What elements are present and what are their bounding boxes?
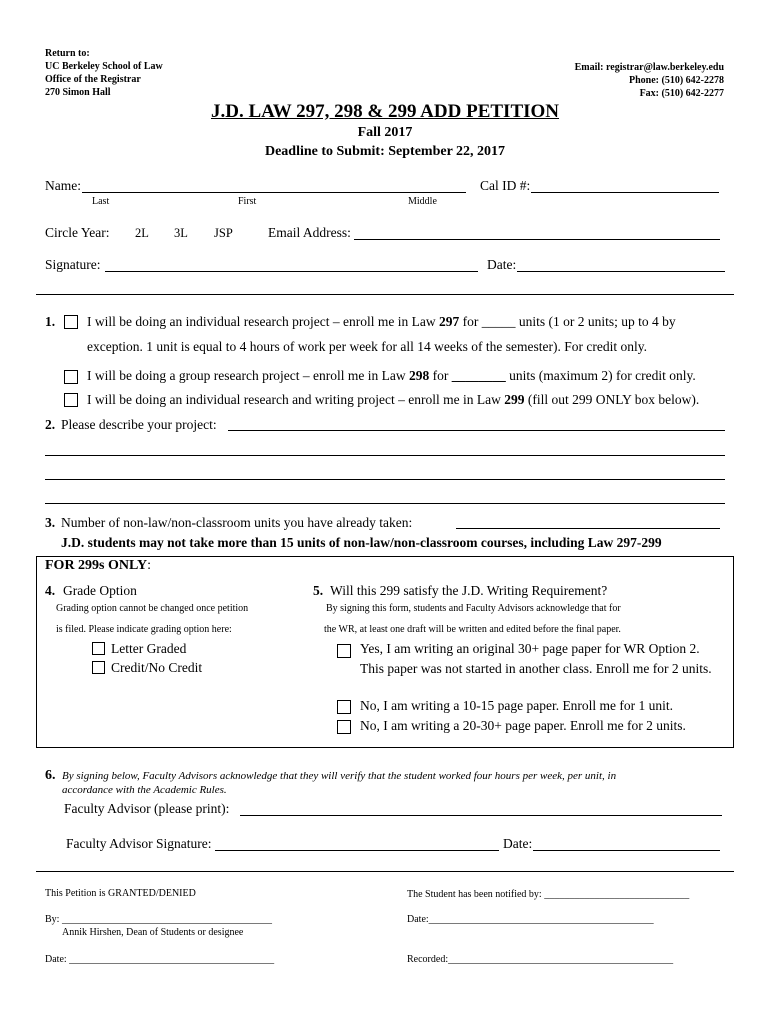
writing-req-title: Will this 299 satisfy the J.D. Writing Requirement? [330, 583, 608, 598]
contact-phone: Phone: (510) 642-2278 [629, 75, 724, 86]
contact-fax: Fax: (510) 642-2277 [639, 88, 724, 99]
signature-date-label: Date: [487, 257, 517, 272]
name-first-label: First [238, 196, 257, 207]
signature-date-field[interactable] [517, 271, 725, 272]
law297-checkbox[interactable] [64, 315, 78, 329]
law298-units-blank[interactable]: ________ [451, 368, 506, 383]
law298-text-b: for [429, 368, 452, 383]
wr-yes-label: Yes, I am writing an original 30+ page paper for WR Option 2. [360, 641, 700, 656]
law299-text-b: (fill out 299 ONLY box below). [524, 392, 700, 407]
law299-option-text [87, 392, 699, 408]
advisor-ack-text: By signing below, Faculty Advisors acknowledge that they will verify that the student worked four hours per week, per unit, in [62, 770, 617, 782]
advisor-ack-text-cont: accordance with the Academic Rules. [62, 784, 227, 796]
writing-req-desc: By signing this form, students and Faculty Advisors acknowledge that for [326, 603, 621, 614]
wr-no-20-30-checkbox[interactable] [337, 720, 351, 734]
law298-number: 298 [409, 368, 430, 383]
calid-field[interactable] [531, 192, 719, 193]
dean-by: By: __________________________________________ [45, 914, 272, 925]
signature-field[interactable] [105, 271, 478, 272]
law298-option-text [87, 368, 696, 384]
section1-number: 1. [45, 314, 56, 329]
recorded: Recorded:_____________________________________________ [407, 954, 674, 965]
law297-number: 297 [439, 314, 460, 329]
project-description-line[interactable] [228, 430, 725, 431]
grade-option-desc: is filed. Please indicate grading option here: [56, 624, 232, 635]
wr-no-10-15-checkbox[interactable] [337, 700, 351, 714]
return-line: UC Berkeley School of Law [45, 61, 163, 72]
nonlaw-units-note: J.D. students may not take more than 15 units of non-law/non-classroom courses, including Law 297-299 [61, 535, 662, 550]
law299-checkbox[interactable] [64, 393, 78, 407]
name-middle-label: Middle [408, 196, 437, 207]
name-last-label: Last [92, 196, 110, 207]
year-2l-option[interactable]: 2L [135, 226, 149, 240]
email-field[interactable] [354, 239, 720, 240]
law298-text-a: I will be doing a group research project – enroll me in Law [87, 368, 410, 383]
email-label: Email Address: [268, 225, 351, 240]
return-line: Return to: [45, 48, 90, 59]
project-description-line[interactable] [45, 479, 725, 480]
law299-box-heading [45, 558, 151, 574]
form-title: J.D. LAW 297, 298 & 299 ADD PETITION [210, 101, 560, 122]
calid-label: Cal ID #: [480, 178, 531, 193]
credit-no-credit-label: Credit/No Credit [111, 660, 203, 675]
term: Fall 2017 [357, 125, 413, 140]
circle-year-label: Circle Year: [45, 225, 110, 240]
law298-text-c: units (maximum 2) for credit only. [505, 368, 696, 383]
letter-graded-checkbox[interactable] [92, 642, 105, 655]
credit-no-credit-checkbox[interactable] [92, 661, 105, 674]
section6-number: 6. [45, 768, 56, 783]
student-notified: The Student has been notified by: _____________________________ [407, 889, 690, 900]
advisor-print-label: Faculty Advisor (please print): [64, 801, 230, 816]
law299-heading-colon: : [147, 558, 152, 573]
advisor-date-label: Date: [503, 836, 533, 851]
petition-status: This Petition is GRANTED/DENIED [45, 888, 196, 899]
advisor-signature-field[interactable] [215, 850, 499, 851]
project-description-line[interactable] [45, 455, 725, 456]
grade-option-number: 4. [45, 583, 56, 598]
registrar-contact [575, 61, 724, 100]
nonlaw-units-field[interactable] [456, 528, 720, 529]
section3-number: 3. [45, 515, 56, 530]
divider [36, 871, 734, 872]
name-label: Name: [45, 178, 81, 193]
law299-text-a: I will be doing an individual research and writing project – enroll me in Law [87, 392, 505, 407]
grade-option-title: Grade Option [63, 583, 137, 598]
advisor-signature-label: Faculty Advisor Signature: [66, 836, 212, 851]
advisor-print-field[interactable] [240, 815, 722, 816]
wr-no-10-15-label: No, I am writing a 10-15 page paper. Enroll me for 1 unit. [360, 698, 674, 713]
divider [36, 294, 734, 295]
contact-email: Email: registrar@law.berkeley.edu [574, 62, 724, 73]
law297-option-text [87, 314, 676, 330]
wr-no-20-30-label: No, I am writing a 20-30+ page paper. Enroll me for 2 units. [360, 718, 686, 733]
advisor-date-field[interactable] [533, 850, 720, 851]
law297-text-b: for _____ units (1 or 2 units; up to 4 by [459, 314, 676, 329]
writing-req-number: 5. [313, 583, 324, 598]
law299-heading-text: FOR 299s ONLY [45, 558, 148, 573]
wr-yes-label-cont: This paper was not started in another class. Enroll me for 2 units. [360, 661, 712, 676]
letter-graded-label: Letter Graded [111, 641, 187, 656]
project-description-line[interactable] [45, 503, 725, 504]
law297-text-a: I will be doing an individual research project – enroll me in Law [87, 314, 440, 329]
deadline: Deadline to Submit: September 22, 2017 [264, 144, 506, 159]
grade-option-desc: Grading option cannot be changed once petition [56, 603, 249, 614]
wr-yes-checkbox[interactable] [337, 644, 351, 658]
year-3l-option[interactable]: 3L [174, 226, 188, 240]
writing-req-desc: the WR, at least one draft will be written and edited before the final paper. [324, 624, 621, 635]
year-jsp-option[interactable]: JSP [214, 226, 233, 240]
project-description-label: Please describe your project: [61, 417, 217, 432]
nonlaw-units-label: Number of non-law/non-classroom units you have already taken: [61, 515, 413, 530]
office-date-right: Date:_____________________________________________ [407, 914, 654, 925]
name-field[interactable] [82, 192, 466, 193]
law298-checkbox[interactable] [64, 370, 78, 384]
section2-number: 2. [45, 417, 56, 432]
signature-label: Signature: [45, 257, 101, 272]
law297-option-text-cont: exception. 1 unit is equal to 4 hours of work per week for all 14 weeks of the semester). For credit only. [87, 339, 647, 354]
return-address [45, 47, 163, 99]
office-date-left: Date: _________________________________________ [45, 954, 275, 965]
law299-number: 299 [504, 392, 525, 407]
dean-by-sub: Annik Hirshen, Dean of Students or designee [62, 927, 244, 938]
return-line: Office of the Registrar [45, 74, 141, 85]
return-line: 270 Simon Hall [45, 87, 111, 98]
